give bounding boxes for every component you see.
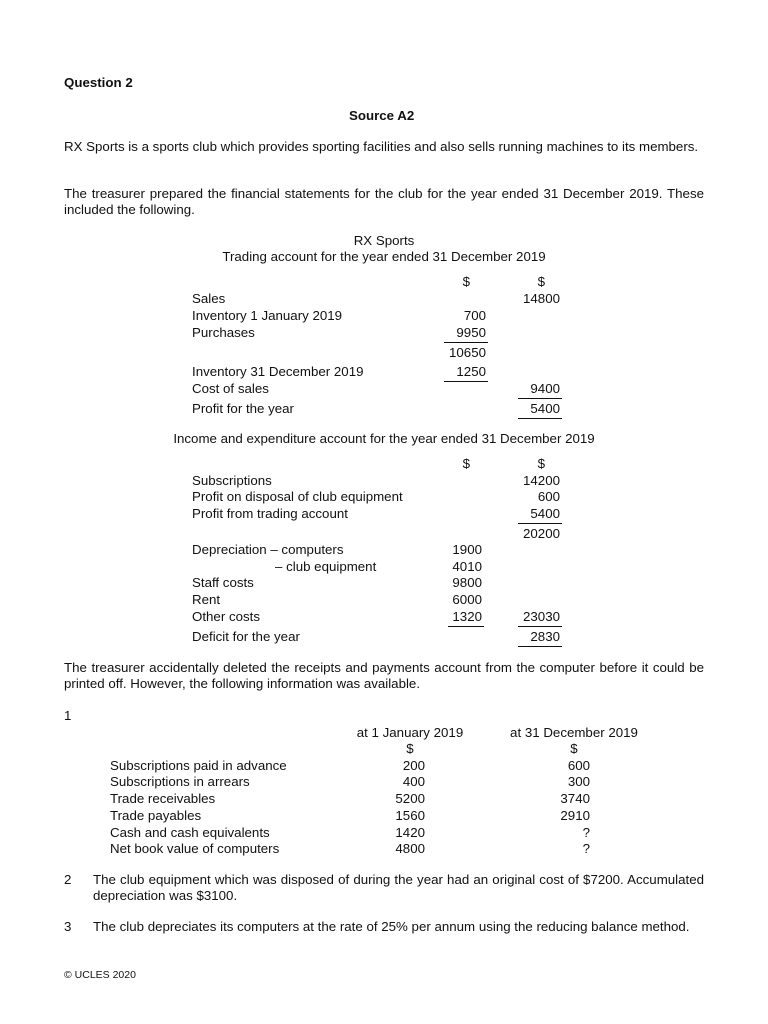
trading-value: 5400 [530,401,560,416]
info-col1-head: at 1 January 2019 [356,725,464,740]
trading-subtotal-rule [444,342,488,343]
trading-value: 1250 [456,364,486,379]
trading-rule [518,418,562,419]
trading-value: 700 [463,308,486,323]
income-label: Profit from trading account [192,506,348,521]
trading-label: Sales [192,291,226,306]
treasurer-paragraph: The treasurer prepared the financial statements for the club for the year ended 31 December 2019. These included the following. [64,186,704,217]
income-rule [518,626,562,627]
income-value: 4010 [452,559,482,574]
note-number: 3 [64,919,72,934]
income-rule [518,646,562,647]
income-rule [448,626,484,627]
income-value: 2830 [530,629,560,644]
income-col1-head: $ [462,456,470,471]
info-value: 5200 [395,791,425,806]
info-value: 1560 [395,808,425,823]
income-value: 1900 [452,542,482,557]
info-value: 3740 [560,791,590,806]
income-label: Deficit for the year [192,629,300,644]
info-value: ? [582,825,590,840]
trading-rule [518,398,562,399]
info-value: 4800 [395,841,425,856]
income-label: Profit on disposal of club equipment [192,489,403,504]
info-col2-head: at 31 December 2019 [510,725,638,740]
info-value: 600 [567,758,590,773]
info-value: 400 [402,774,425,789]
income-title: Income and expenditure account for the year ended 31 December 2019 [173,431,595,446]
info-label: Subscriptions in arrears [110,774,250,789]
info-value: 2910 [560,808,590,823]
footer-copyright: © UCLES 2020 [64,969,136,981]
note-number: 2 [64,872,72,887]
trading-value: 10650 [449,345,486,360]
trading-col1-head: $ [462,274,470,289]
deleted-paragraph: The treasurer accidentally deleted the receipts and payments account from the computer before it could be printed off. However, the following information was available. [64,660,704,691]
income-value: 6000 [452,592,482,607]
info-value: ? [582,841,590,856]
note-text: The club equipment which was disposed of during the year had an original cost of $7200. Accumulated depreciation was $3100. [93,872,704,903]
info-label: Trade payables [110,808,202,823]
info-label: Cash and cash equivalents [110,825,270,840]
trading-value: 9400 [530,381,560,396]
trading-label: Inventory 31 December 2019 [192,364,364,379]
trading-label: Purchases [192,325,255,340]
info-label: Subscriptions paid in advance [110,758,287,773]
income-value: 1320 [452,609,482,624]
note-text: The club depreciates its computers at the rate of 25% per annum using the reducing balance method. [93,919,690,934]
trading-company: RX Sports [353,233,415,248]
trading-value: 9950 [456,325,486,340]
income-col2-head: $ [537,456,545,471]
info-label: Trade receivables [110,791,216,806]
income-label: Other costs [192,609,260,624]
income-rule [518,523,562,524]
income-label: Rent [192,592,221,607]
info-col1-unit: $ [406,741,414,756]
trading-label: Inventory 1 January 2019 [192,308,343,323]
income-label: Subscriptions [192,473,272,488]
item-number: 1 [64,708,72,723]
income-value: 9800 [452,575,482,590]
intro-paragraph: RX Sports is a sports club which provides sporting facilities and also sells running machines to its members. [64,139,699,154]
trading-title: Trading account for the year ended 31 December 2019 [222,249,546,264]
income-label: Staff costs [192,575,254,590]
income-value: 14200 [523,473,560,488]
info-value: 1420 [395,825,425,840]
trading-value: 14800 [523,291,560,306]
info-value: 300 [567,774,590,789]
info-label: Net book value of computers [110,841,280,856]
income-value: 23030 [523,609,560,624]
trading-label: Profit for the year [192,401,294,416]
info-value: 200 [402,758,425,773]
income-value: 5400 [530,506,560,521]
income-value: 600 [537,489,560,504]
info-col2-unit: $ [570,741,578,756]
income-value: 20200 [523,526,560,541]
question-title: Question 2 [64,75,133,90]
trading-label: Cost of sales [192,381,269,396]
source-title: Source A2 [349,108,415,123]
trading-col2-head: $ [537,274,545,289]
income-label: – club equipment [275,559,377,574]
income-label: Depreciation – computers [192,542,344,557]
